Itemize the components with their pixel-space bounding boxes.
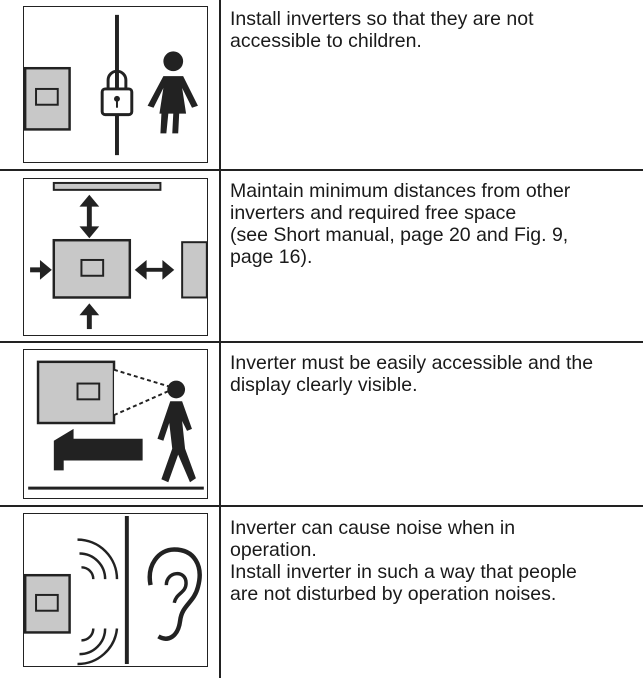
row-2-line-2: inverters and required free space <box>230 202 517 224</box>
row-4-line-1: Inverter can cause noise when in <box>230 517 516 539</box>
row-divider <box>0 169 643 171</box>
table-vertical-line <box>219 0 221 678</box>
row-4-line-3: Install inverter in such a way that people <box>230 561 577 583</box>
inverter-noise-ear-icon <box>23 513 208 667</box>
row-1-line-1: Install inverters so that they are not <box>230 8 534 30</box>
row-4-line-4: are not disturbed by operation noises. <box>230 583 557 605</box>
inverter-distance-arrows-icon <box>23 178 208 336</box>
row-4-text <box>230 517 635 605</box>
row-3-line-2: display clearly visible. <box>230 374 418 396</box>
row-2-line-3: (see Short manual, page 20 and Fig. 9, <box>230 224 569 246</box>
row-3-line-1: Inverter must be easily accessible and the <box>230 352 594 374</box>
row-divider <box>0 341 643 343</box>
row-1-line-2: accessible to children. <box>230 30 422 52</box>
row-1-text <box>230 8 635 52</box>
row-2-line-4: page 16). <box>230 246 313 268</box>
inverter-lock-child-icon <box>23 6 208 163</box>
inverter-visible-person-icon <box>23 349 208 499</box>
row-2-line-1: Maintain minimum distances from other <box>230 180 571 202</box>
row-2-text <box>230 180 635 268</box>
row-3-text <box>230 352 635 396</box>
row-divider <box>0 505 643 507</box>
row-4-line-2: operation. <box>230 539 317 561</box>
